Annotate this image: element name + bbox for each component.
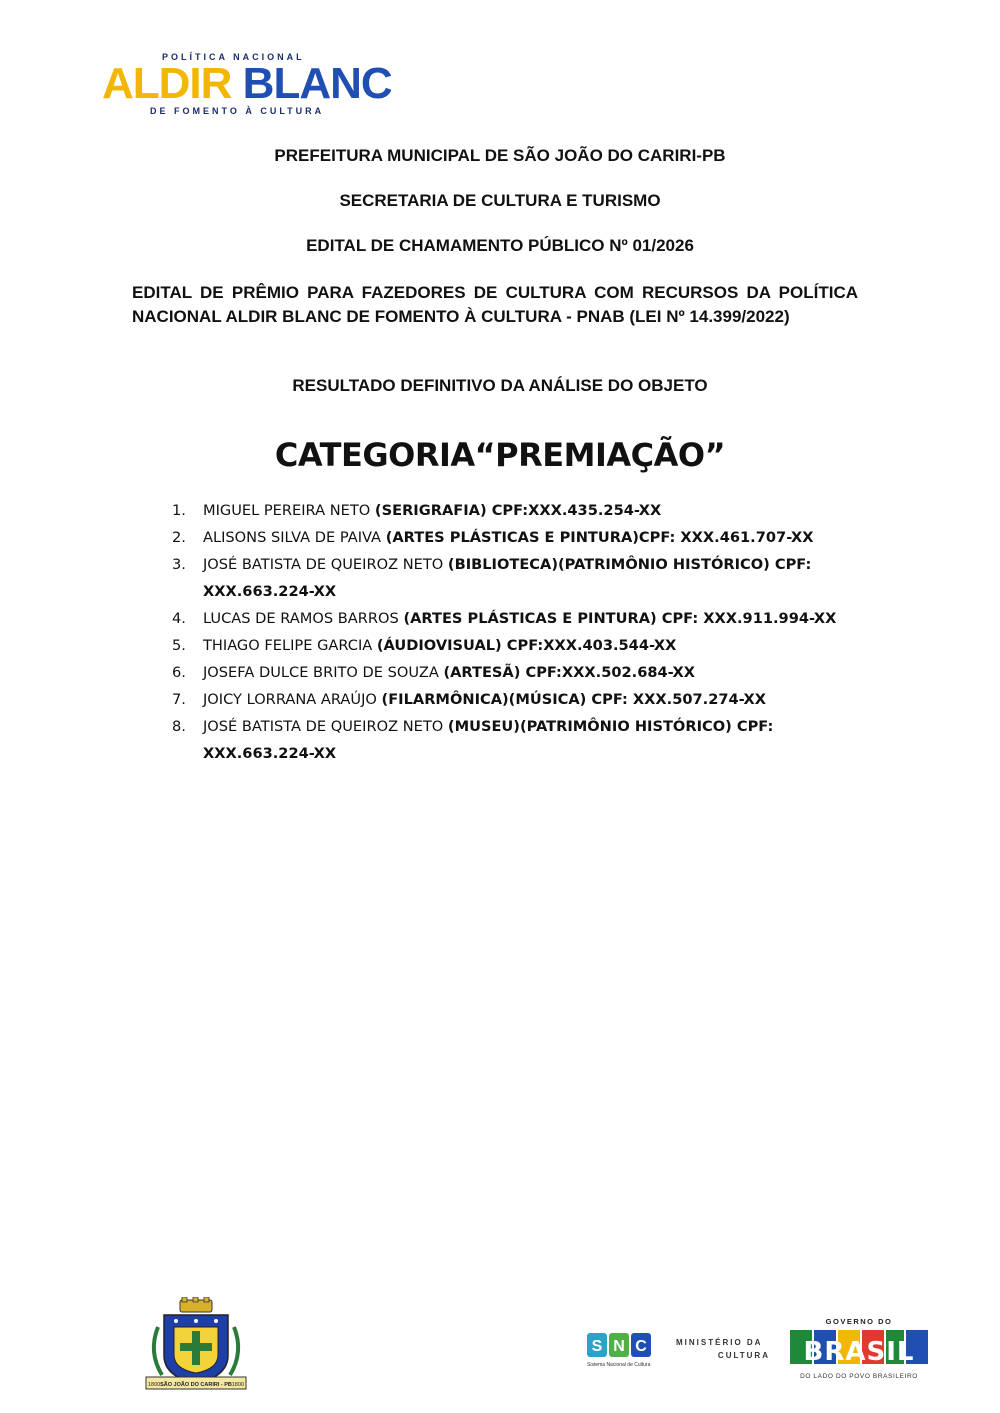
ministry-line2: CULTURA	[717, 1351, 770, 1360]
awardee-list	[172, 497, 852, 767]
header-secretariat: SECRETARIA DE CULTURA E TURISMO	[339, 191, 661, 210]
logo-top-line: POLÍTICA NACIONAL	[162, 52, 305, 62]
list-item: 6. JOSEFA DULCE BRITO DE SOUZA (ARTESÃ) CPF:XXX.502.684-XX	[172, 664, 696, 681]
svg-text:DO LADO DO POVO BRASILEIRO: DO LADO DO POVO BRASILEIRO	[800, 1373, 918, 1380]
list-item: 5. THIAGO FELIPE GARCIA (ÁUDIOVISUAL) CPF:XXX.403.544-XX	[172, 637, 677, 654]
coat-of-arms-icon	[140, 1297, 252, 1391]
governo-brasil-icon	[788, 1316, 930, 1382]
list-item: 4. LUCAS DE RAMOS BARROS (ARTES PLÁSTICAS E PINTURA) CPF: XXX.911.994-XX	[172, 610, 837, 627]
list-item: 2. ALISONS SILVA DE PAIVA (ARTES PLÁSTICAS E PINTURA)CPF: XXX.461.707-XX	[172, 529, 814, 546]
municipal-coat-of-arms	[140, 1297, 252, 1391]
governo-do-brasil-logo	[788, 1316, 930, 1382]
aldir-blanc-logo	[102, 50, 392, 120]
list-item: 7. JOICY LORRANA ARAÚJO (FILARMÔNICA)(MÚSICA) CPF: XXX.507.274-XX	[172, 691, 767, 708]
list-item: 1. MIGUEL PEREIRA NETO (SERIGRAFIA) CPF:XXX.435.254-XX	[172, 502, 662, 519]
logo-name-part2: BLANC	[242, 59, 392, 108]
svg-text:SÃO JOÃO DO CARIRI - PB: SÃO JOÃO DO CARIRI - PB	[160, 1382, 232, 1388]
header-result: RESULTADO DEFINITIVO DA ANÁLISE DO OBJETO	[292, 376, 708, 395]
header-edital-description: EDITAL DE PRÊMIO PARA FAZEDORES DE CULTURA COM RECURSOS DA POLÍTICA NACIONAL ALDIR BLANC DE FOMENTO À CULTURA - PNAB (LEI Nº 14.399/2022)	[132, 283, 858, 326]
list-item: 8. JOSÉ BATISTA DE QUEIROZ NETO (MUSEU)(PATRIMÔNIO HISTÓRICO) CPF: XXX.663.224-XX	[172, 718, 774, 762]
svg-text:1800: 1800	[148, 1382, 161, 1388]
svg-text:Sistema Nacional de Cultura: Sistema Nacional de Cultura	[587, 1362, 651, 1368]
header-edital-number: EDITAL DE CHAMAMENTO PÚBLICO Nº 01/2026	[306, 236, 694, 255]
list-item: 3. JOSÉ BATISTA DE QUEIROZ NETO (BIBLIOTECA)(PATRIMÔNIO HISTÓRICO) CPF: XXX.663.224-XX	[172, 556, 812, 600]
snc-icon	[587, 1331, 657, 1369]
svg-text:BRASIL: BRASIL	[803, 1337, 915, 1367]
svg-text:1800: 1800	[231, 1382, 244, 1388]
svg-text:S: S	[591, 1338, 603, 1355]
header-municipality: PREFEITURA MUNICIPAL DE SÃO JOÃO DO CARIRI-PB	[274, 146, 726, 165]
category-title: CATEGORIA“PREMIAÇÃO”	[274, 436, 726, 474]
logo-wordmark	[102, 60, 392, 108]
logo-name-part1: ALDIR	[102, 59, 232, 108]
svg-text:C: C	[635, 1338, 647, 1355]
svg-text:GOVERNO DO: GOVERNO DO	[825, 1317, 893, 1326]
ministry-line1: MINISTÉRIO DA	[676, 1338, 763, 1347]
ministry-of-culture-logo	[676, 1336, 776, 1362]
svg-text:N: N	[613, 1338, 625, 1355]
logo-bottom-line: DE FOMENTO À CULTURA	[150, 106, 325, 116]
snc-logo	[587, 1331, 657, 1369]
